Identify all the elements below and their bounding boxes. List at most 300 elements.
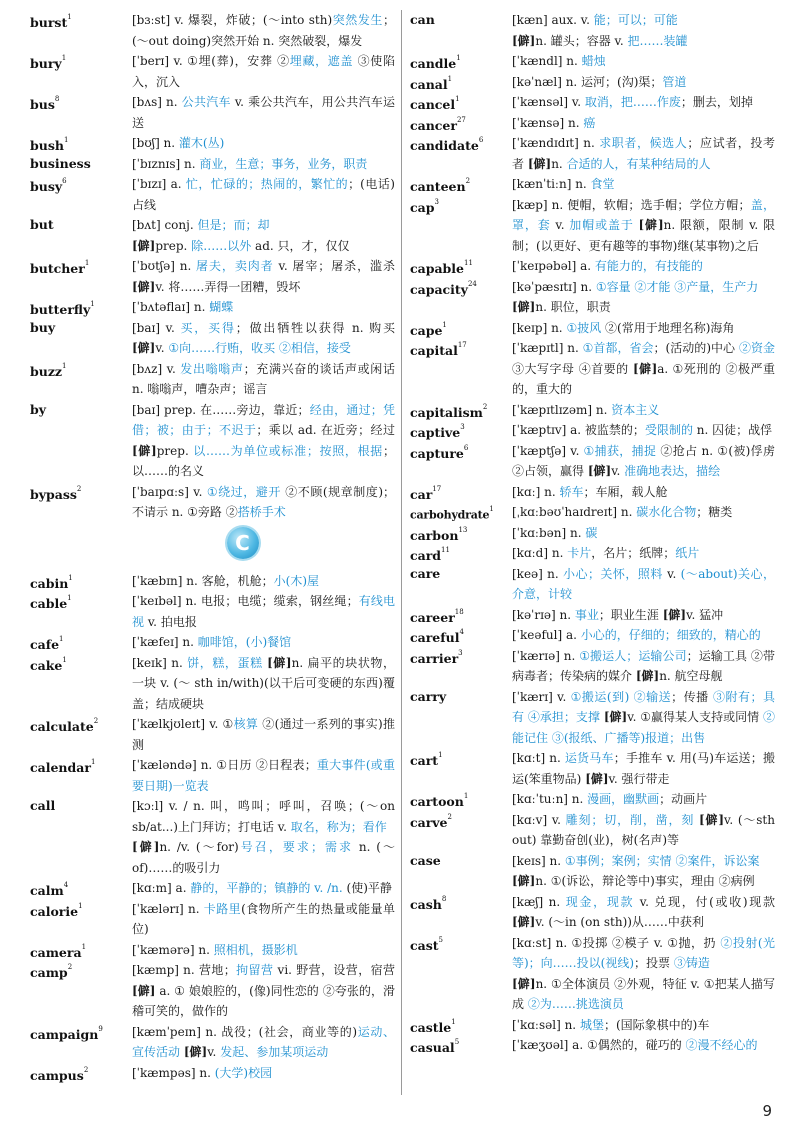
definition xyxy=(132,359,395,400)
key-meaning: 咖啡馆，(小)餐馆 xyxy=(197,635,292,649)
definition-text: v. (～sth out) 靠勤奋创(业)，树(名声)等 xyxy=(512,812,775,847)
dictionary-entry xyxy=(410,256,775,277)
definition-text: [kæn] aux. v. xyxy=(512,13,594,27)
definition-text: v. (～in (on sth))从……中获利 xyxy=(535,915,704,929)
key-meaning: 能；可以；可能 xyxy=(593,13,678,27)
definition-text: n. xyxy=(551,156,567,171)
headword-text: card xyxy=(410,548,442,564)
dictionary-entry xyxy=(410,92,775,113)
frequency-count: 1 xyxy=(81,942,87,951)
dictionary-entry xyxy=(30,482,395,523)
definition-text: [ˈkɑːsəl] n. xyxy=(512,1017,580,1032)
rare-usage-mark: [僻] xyxy=(512,976,536,991)
headword xyxy=(30,400,130,421)
definition-text: v. xyxy=(155,341,169,355)
dictionary-entry xyxy=(410,605,775,626)
frequency-count: 2 xyxy=(465,177,471,185)
left-column xyxy=(30,10,395,1083)
dictionary-entry xyxy=(30,714,395,755)
frequency-count: 24 xyxy=(467,279,477,288)
definition xyxy=(132,899,395,940)
page-number: 9 xyxy=(762,1102,772,1120)
dictionary-entry xyxy=(30,256,395,297)
definition xyxy=(512,400,775,421)
key-meaning: ①搬运人；运输公司 xyxy=(579,648,687,663)
key-meaning: 资本主义 xyxy=(611,402,660,417)
definition-text: v. 强行带走 xyxy=(608,771,670,786)
frequency-count: 11 xyxy=(441,546,450,554)
definition-text: v. 屠宰；屠杀，滥杀 xyxy=(273,259,395,273)
headword-text: busy xyxy=(30,179,63,195)
right-column xyxy=(410,10,775,1056)
frequency-count: 17 xyxy=(432,484,442,493)
key-meaning: 公共汽车 xyxy=(181,95,231,109)
headword-text: camera xyxy=(30,944,82,960)
definition-text: v. 猛冲 xyxy=(686,607,724,622)
rare-usage-mark: [僻] xyxy=(635,669,660,683)
definition-text: [kæʃ] n. xyxy=(512,894,566,909)
section-letter-badge: C xyxy=(227,527,259,559)
definition-text: [ˈkæpɪtl] n. xyxy=(512,341,583,355)
key-meaning: 轿车 xyxy=(559,484,584,499)
key-meaning: 发起、参加某项运动 xyxy=(220,1045,329,1059)
definition xyxy=(132,1022,395,1063)
frequency-count: 1 xyxy=(78,901,83,910)
definition xyxy=(132,591,395,632)
headword-text: cast xyxy=(410,937,439,953)
headword xyxy=(30,318,130,339)
headword-text: calorie xyxy=(30,903,79,919)
dictionary-entry xyxy=(410,851,775,892)
frequency-count: 1 xyxy=(63,136,69,144)
definition xyxy=(512,318,775,339)
definition-text: [kænˈtiːn] n. xyxy=(512,177,591,191)
headword xyxy=(30,796,130,817)
key-meaning: 突然发生 xyxy=(332,13,383,27)
headword xyxy=(30,10,130,34)
key-meaning: 漫画，幽默画 xyxy=(587,792,660,806)
headword-text: bush xyxy=(30,138,64,154)
definition-text: ；手推车 v. 用(马)车运送；搬运(笨重物品) xyxy=(512,751,775,786)
key-meaning: 运货马车 xyxy=(564,751,614,765)
key-meaning: 小心；关怀，照料 xyxy=(562,566,663,581)
headword xyxy=(410,133,510,157)
definition xyxy=(132,297,395,318)
headword xyxy=(30,256,130,280)
definition-text: ②不顾(规章制度)；不请示 n. ①旁路 ② xyxy=(132,484,396,519)
definition-text: [kəˈrɪə] n. xyxy=(512,607,575,622)
definition-text: ；做出牺牲以获得 n. 购买 xyxy=(235,320,395,335)
rare-usage-mark: [僻] xyxy=(512,874,536,888)
definition-text: [kæmˈpeɪn] n. 战役；(社会，商业等的) xyxy=(132,1024,358,1039)
definition xyxy=(132,878,395,899)
headword xyxy=(30,755,130,779)
headword-text: cable xyxy=(30,596,68,612)
definition-text: [kɑːst] n. ①投掷 ②模子 v. ①抛，扔 xyxy=(512,935,721,950)
headword-text: capacity xyxy=(410,281,468,297)
key-meaning: ①事例；案例；实情 ②案件，诉讼案 xyxy=(564,853,760,868)
headword xyxy=(410,851,510,872)
dictionary-entry xyxy=(30,632,395,653)
dictionary-entry xyxy=(410,51,775,72)
headword-text: care xyxy=(410,565,441,581)
rare-usage-mark: [僻] xyxy=(132,238,156,253)
definition xyxy=(512,789,775,810)
definition-text: prep. xyxy=(156,443,194,458)
dictionary-entry xyxy=(410,72,775,93)
key-meaning: 雕刻；切，削，凿，刻 xyxy=(565,812,695,827)
frequency-count: 1 xyxy=(489,505,494,513)
definition-text: ；应试者，投考者 xyxy=(512,136,775,171)
frequency-count: 1 xyxy=(463,792,469,800)
headword-text: but xyxy=(30,217,54,232)
dictionary-entry xyxy=(410,748,775,789)
headword-text: calm xyxy=(30,883,64,899)
rare-usage-mark: [僻] xyxy=(183,1045,208,1059)
key-meaning: ③附有；具有 ④承担；支撑 xyxy=(512,689,775,724)
headword xyxy=(410,892,510,916)
frequency-count: 1 xyxy=(68,573,73,582)
definition-text: [ˈkæpɪtlɪzəm] n. xyxy=(512,402,612,417)
definition xyxy=(512,1015,775,1036)
key-meaning: ①首都，省会 xyxy=(582,341,654,355)
definition-text: [keɪp] n. xyxy=(512,320,567,335)
rare-usage-mark: [僻] xyxy=(512,915,536,929)
definition-text: [bʌs] n. xyxy=(132,95,182,109)
dictionary-entry xyxy=(410,564,775,605)
definition-text: [kæmp] n. 营地； xyxy=(132,963,236,977)
headword xyxy=(30,591,130,615)
dictionary-entry xyxy=(410,543,775,564)
definition-text: [ˈbaɪpɑːs] v. xyxy=(132,484,207,499)
dictionary-entry xyxy=(30,51,395,92)
headword-text: capital xyxy=(410,343,458,359)
rare-usage-mark: [僻] xyxy=(512,33,536,48)
definition-text: [ˈbʊtʃə] n. xyxy=(132,259,197,273)
key-meaning: 取消，把……作废 xyxy=(584,95,681,109)
headword xyxy=(410,646,510,670)
key-meaning: 静的，平静的；镇静的 v. /n. xyxy=(190,881,343,895)
definition-text: ；(国际象棋中的)车 xyxy=(603,1017,710,1032)
key-meaning: 癌 xyxy=(583,115,596,130)
key-meaning: 受限制的 xyxy=(644,423,693,437)
dictionary-entry xyxy=(30,1063,395,1084)
rare-usage-mark: [僻] xyxy=(632,361,658,376)
key-meaning: ②资金 xyxy=(738,341,775,355)
frequency-count: 4 xyxy=(459,628,464,636)
definition-text: v. xyxy=(611,464,625,478)
key-meaning: ①向……行贿，收买 ②相信，接受 xyxy=(168,341,351,355)
dictionary-entry xyxy=(410,400,775,421)
definition xyxy=(512,523,775,544)
dictionary-entry xyxy=(410,482,775,503)
definition-text: [ˈkærɪə] n. xyxy=(512,648,580,663)
definition xyxy=(132,215,395,256)
definition xyxy=(132,51,395,92)
frequency-count: 2 xyxy=(447,812,452,821)
definition-text: v. 乘公共汽车，用公共汽车运送 xyxy=(132,95,395,130)
dictionary-entry xyxy=(30,400,395,482)
definition-text: [kɑːd] n. xyxy=(512,546,568,560)
definition-text: ③使陷入，沉入 xyxy=(132,54,395,89)
key-meaning: 食堂 xyxy=(590,177,615,191)
definition xyxy=(132,10,395,51)
headword xyxy=(30,92,130,116)
key-meaning: (～about)关心，介意，计较 xyxy=(512,566,775,601)
definition-text: n. 罐头；容器 v. xyxy=(535,33,628,48)
definition xyxy=(132,571,395,592)
definition-text: ②(常用于地理名称)海角 xyxy=(601,320,735,335)
frequency-count: 6 xyxy=(478,136,484,144)
headword xyxy=(410,687,510,708)
definition xyxy=(512,51,775,72)
definition-text: ；充满兴奋的谈话声或闲话 n. 嗡嗡声，嘈杂声；谣言 xyxy=(132,361,395,396)
frequency-count: 11 xyxy=(464,259,473,267)
rare-usage-mark: [僻] xyxy=(638,218,664,232)
key-meaning: 饼，糕，蛋糕 xyxy=(187,655,263,670)
headword-text: buzz xyxy=(30,363,63,379)
key-meaning: 求职者，候选人 xyxy=(599,136,688,150)
headword-text: campus xyxy=(30,1067,84,1083)
definition-text: vi. 野营，设营，宿营 xyxy=(273,963,395,977)
dictionary-entry xyxy=(30,796,395,878)
dictionary-entry xyxy=(30,571,395,592)
frequency-count: 1 xyxy=(62,361,67,370)
definition-text: ；删去，划掉 xyxy=(680,95,753,109)
key-meaning: 有能力的，有技能的 xyxy=(594,259,703,273)
key-meaning: 城堡 xyxy=(579,1017,604,1032)
definition xyxy=(512,72,775,93)
definition-text: [ˈkændɪdɪt] n. xyxy=(512,136,600,150)
definition xyxy=(512,646,775,687)
headword-text: cash xyxy=(410,896,442,912)
key-meaning: 重大事件(或重要日期)一览表 xyxy=(132,758,395,793)
dictionary-entry xyxy=(30,591,395,632)
definition xyxy=(512,605,775,626)
headword xyxy=(30,174,130,198)
headword-text: castle xyxy=(410,1019,452,1035)
dictionary-entry xyxy=(410,523,775,544)
headword-text: bus xyxy=(30,97,55,113)
definition-text: n. /v. (～for) xyxy=(159,840,239,854)
definition xyxy=(512,564,775,605)
headword-text: canal xyxy=(410,76,448,92)
dictionary-entry xyxy=(410,933,775,1015)
definition-text: (使)平静 xyxy=(342,881,392,895)
rare-usage-mark: [僻] xyxy=(132,443,157,458)
frequency-count: 1 xyxy=(61,54,67,62)
frequency-count: 1 xyxy=(90,758,96,766)
dictionary-entry xyxy=(30,92,395,133)
headword xyxy=(30,653,130,677)
headword-text: calculate xyxy=(30,719,94,735)
key-meaning: ②能记住 ③(报纸、广播等)报道；出售 xyxy=(512,710,776,745)
dictionary-entry xyxy=(410,174,775,195)
definition xyxy=(512,502,775,523)
headword-text: burst xyxy=(30,15,68,31)
frequency-count: 2 xyxy=(67,963,73,971)
dictionary-entry xyxy=(30,1022,395,1063)
definition-text: [baɪ] v. xyxy=(132,320,181,335)
headword xyxy=(410,810,510,834)
definition-text: [baɪ] prep. 在……旁边，靠近； xyxy=(132,402,310,417)
definition-text: n. 职位，职责 xyxy=(535,300,611,314)
definition-text: [ˈkænsə] n. xyxy=(512,115,584,130)
key-meaning: 埋藏，遮盖 xyxy=(289,54,354,68)
headword-text: candidate xyxy=(410,138,479,154)
definition-text: (食物所产生的热量或能量单位) xyxy=(132,901,395,936)
key-meaning: 忙，忙碌的；热闹的，繁忙的 xyxy=(185,177,349,191)
frequency-count: 1 xyxy=(62,655,67,664)
key-meaning: ①容量 ②才能 ③产量，生产力 xyxy=(595,279,759,294)
dictionary-entry xyxy=(410,789,775,810)
frequency-count: 2 xyxy=(83,1065,89,1074)
dictionary-entry xyxy=(410,195,775,257)
frequency-count: 1 xyxy=(90,300,95,308)
headword xyxy=(30,1063,130,1087)
definition xyxy=(132,482,395,523)
definition xyxy=(132,400,395,482)
definition xyxy=(512,687,775,749)
headword-text: business xyxy=(30,155,91,171)
dictionary-entry xyxy=(410,810,775,851)
dictionary-entry xyxy=(410,441,775,482)
definition-text: ；职业生涯 xyxy=(598,607,663,622)
headword-text: casual xyxy=(410,1040,455,1056)
definition xyxy=(512,256,775,277)
frequency-count: 1 xyxy=(59,635,64,643)
frequency-count: 5 xyxy=(438,935,443,944)
dictionary-entry xyxy=(410,502,775,523)
key-meaning: 准确地表达，描绘 xyxy=(624,464,721,478)
headword-text: car xyxy=(410,486,433,502)
definition-text: [ˈkæptɪv] a. 被监禁的； xyxy=(512,423,645,437)
dictionary-entry xyxy=(30,755,395,796)
headword-text: captive xyxy=(410,425,461,441)
dictionary-entry xyxy=(410,1035,775,1056)
headword xyxy=(410,564,510,585)
rare-usage-mark: [僻] xyxy=(132,840,160,854)
headword xyxy=(30,482,130,506)
frequency-count: 1 xyxy=(67,594,72,602)
key-meaning: ②漫不经心的 xyxy=(685,1038,758,1052)
definition-text: [ˈkæptʃə] v. xyxy=(512,443,584,458)
rare-usage-mark: [僻] xyxy=(603,710,628,724)
definition xyxy=(512,892,775,933)
dictionary-entry xyxy=(30,215,395,256)
dictionary-entry xyxy=(410,420,775,441)
definition-text: [ˈkeəful] a. xyxy=(512,628,581,642)
section-header-c xyxy=(30,527,395,565)
frequency-count: 1 xyxy=(67,13,72,21)
headword xyxy=(410,277,510,301)
definition-text: a. ① 娘娘腔的，(像)同性恋的 ②夸张的，滑稽可笑的，做作的 xyxy=(132,983,395,1018)
rare-usage-mark: [僻] xyxy=(585,771,609,786)
definition-text: [kæp] n. 便帽，软帽；选手帽；学位方帽； xyxy=(512,197,751,212)
frequency-count: 1 xyxy=(455,95,460,103)
definition-text: n. 限额，限制 v. 限制；(以更好、更有趣等的事物)继(某事物)之后 xyxy=(512,218,775,253)
key-meaning: 小(木)屋 xyxy=(273,573,320,588)
definition xyxy=(132,960,395,1022)
definition-text: n. 航空母舰 xyxy=(659,669,723,683)
definition-text: v. ①赢得某人支持或同情 xyxy=(627,710,763,724)
definition xyxy=(512,195,775,257)
definition-text: [kɑːˈtuːn] n. xyxy=(512,792,588,806)
definition-text: v. xyxy=(550,218,570,232)
headword xyxy=(410,748,510,772)
headword-text: cake xyxy=(30,657,63,673)
key-meaning: 事业 xyxy=(574,607,599,622)
key-meaning: ①捕获，捕捉 xyxy=(583,443,657,458)
definition-text: [ˈkændl] n. xyxy=(512,54,582,68)
key-meaning: 蜡烛 xyxy=(581,54,606,68)
dictionary-entry xyxy=(410,133,775,174)
headword-text: can xyxy=(410,12,435,27)
frequency-count: 3 xyxy=(458,648,463,657)
key-meaning: 核算 xyxy=(233,717,259,731)
definition xyxy=(512,810,775,851)
definition-text: ；投票 xyxy=(634,956,674,970)
headword-text: butterfly xyxy=(30,302,91,318)
definition-text: ad. 只，才，仅仅 xyxy=(251,238,350,253)
frequency-count: 1 xyxy=(84,259,90,267)
definition-text: v. 兑现，付(或收)现款 xyxy=(634,894,775,909)
definition-text: [ˈkæʒʊəl] a. ①偶然的，碰巧的 xyxy=(512,1038,686,1052)
definition-text: [bɜːst] v. 爆裂，炸破；(～into sth) xyxy=(132,13,333,27)
definition-text: [ˈkænsəl] v. xyxy=(512,95,585,109)
definition xyxy=(132,174,395,215)
key-meaning: 把……装罐 xyxy=(627,33,688,48)
definition-text: ；(～out doing)突然开始 n. 突然破裂，爆发 xyxy=(132,13,395,48)
definition-text: [bʊʃ] n. xyxy=(132,136,179,150)
frequency-count: 6 xyxy=(463,443,469,452)
key-meaning: 碳水化合物 xyxy=(636,505,697,519)
headword xyxy=(30,899,130,923)
headword-text: carve xyxy=(410,814,448,830)
headword-text: cape xyxy=(410,322,443,338)
definition-text: [ˈbɪznɪs] n. xyxy=(132,156,200,171)
definition xyxy=(132,1063,395,1084)
key-meaning: 小心的，仔细的；细致的，精心的 xyxy=(580,628,761,642)
definition xyxy=(132,92,395,133)
definition xyxy=(512,113,775,134)
rare-usage-mark: [僻] xyxy=(698,812,725,827)
frequency-count: 1 xyxy=(451,1017,456,1026)
dictionary-entry xyxy=(410,892,775,933)
definition-text: ③大写字母 ④首要的 xyxy=(512,361,633,376)
dictionary-entry xyxy=(410,277,775,318)
definition-text: [ˈkæbɪn] n. 客舱，机舱； xyxy=(132,573,274,588)
rare-usage-mark: [僻] xyxy=(132,279,156,294)
dictionary-entry xyxy=(30,133,395,154)
headword-text: career xyxy=(410,609,455,625)
key-meaning: 有线电视 xyxy=(132,594,395,629)
dictionary-entry xyxy=(30,154,395,175)
headword-text: camp xyxy=(30,965,68,981)
headword-text: by xyxy=(30,401,47,417)
headword-text: candle xyxy=(410,56,457,72)
rare-usage-mark: [僻] xyxy=(527,156,552,171)
headword-text: capitalism xyxy=(410,404,483,420)
definition xyxy=(512,174,775,195)
key-meaning: 现金，现款 xyxy=(565,894,635,909)
dictionary-entry xyxy=(410,10,775,51)
definition-text: v. xyxy=(207,1045,221,1059)
dictionary-entry xyxy=(30,878,395,899)
key-meaning: 合适的人，有某种结局的人 xyxy=(566,156,711,171)
key-meaning: 盖，罩，套 xyxy=(512,197,775,232)
headword-text: bypass xyxy=(30,486,77,502)
